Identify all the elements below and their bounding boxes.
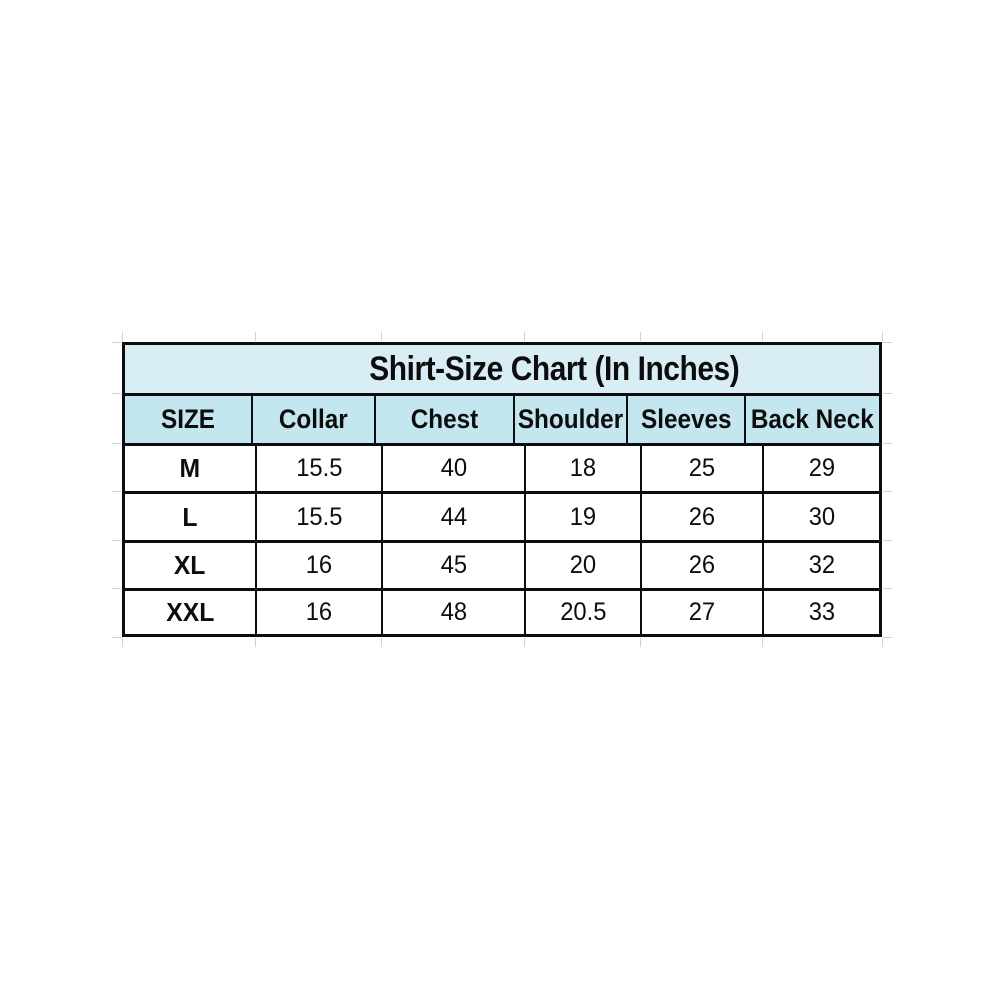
gridline-stub — [883, 491, 892, 492]
header-cell-sleeves: Sleeves — [628, 396, 747, 443]
header-cell-size: SIZE — [125, 396, 253, 443]
value-cell: 20.5 — [526, 591, 642, 634]
table-row-m — [125, 446, 879, 494]
gridline-stub — [112, 443, 121, 444]
header-cell-chest: Chest — [376, 396, 515, 443]
shirt-size-chart-table — [122, 342, 882, 637]
value-cell: 16 — [257, 591, 383, 634]
value-cell: 30 — [808, 502, 835, 531]
gridline-stub — [640, 638, 641, 647]
gridline-stub — [883, 637, 892, 638]
value-cell: 40 — [383, 446, 526, 491]
gridline-stub — [883, 342, 892, 343]
gridline-stub — [883, 540, 892, 541]
gridline-stub — [882, 638, 883, 647]
value-cell: 26 — [642, 494, 764, 540]
value-cell: 15.5 — [257, 494, 383, 540]
value-cell: 18 — [526, 446, 642, 491]
gridline-stub — [381, 332, 382, 341]
value-cell: 33 — [808, 598, 835, 626]
gridline-stub — [882, 332, 883, 341]
gridline-stub — [762, 638, 763, 647]
gridline-stub — [255, 638, 256, 647]
gridline-stub — [112, 342, 121, 343]
size-cell: M — [125, 446, 257, 491]
gridline-stub — [640, 332, 641, 341]
value-cell: 26 — [642, 543, 764, 588]
value-cell: 25 — [642, 446, 764, 491]
value-cell: 20 — [526, 543, 642, 588]
gridline-stub — [122, 638, 123, 647]
size-cell: L — [125, 494, 257, 540]
value-cell: 19 — [526, 494, 642, 540]
gridline-stub — [122, 332, 123, 341]
header-cell-shoulder: Shoulder — [515, 396, 628, 443]
value-cell: 45 — [383, 543, 526, 588]
size-cell: XXL — [125, 591, 257, 634]
size-cell: XL — [125, 543, 257, 588]
value-cell: 32 — [808, 551, 835, 579]
value-cell: 44 — [383, 494, 526, 540]
table-title: Shirt-Size Chart (In Inches) — [368, 349, 740, 388]
value-cell: 27 — [642, 591, 764, 634]
gridline-stub — [883, 443, 892, 444]
gridline-stub — [255, 332, 256, 341]
gridline-stub — [762, 332, 763, 341]
gridline-stub — [883, 393, 892, 394]
header-cell-back-neck: Back Neck — [751, 404, 875, 434]
table-row-l — [125, 494, 879, 543]
gridline-stub — [524, 332, 525, 341]
value-cell: 48 — [383, 591, 526, 634]
table-title-row — [125, 345, 879, 396]
gridline-stub — [112, 540, 121, 541]
table-row-xxl — [125, 591, 879, 634]
gridline-stub — [112, 491, 121, 492]
gridline-stub — [524, 638, 525, 647]
value-cell: 15.5 — [257, 446, 383, 491]
gridline-stub — [883, 588, 892, 589]
value-cell: 29 — [808, 454, 835, 482]
table-header-row — [125, 396, 879, 446]
gridline-stub — [112, 393, 121, 394]
gridline-stub — [112, 588, 121, 589]
table-row-xl — [125, 543, 879, 591]
value-cell: 16 — [257, 543, 383, 588]
header-cell-collar: Collar — [253, 396, 376, 443]
gridline-stub — [112, 637, 121, 638]
gridline-stub — [381, 638, 382, 647]
